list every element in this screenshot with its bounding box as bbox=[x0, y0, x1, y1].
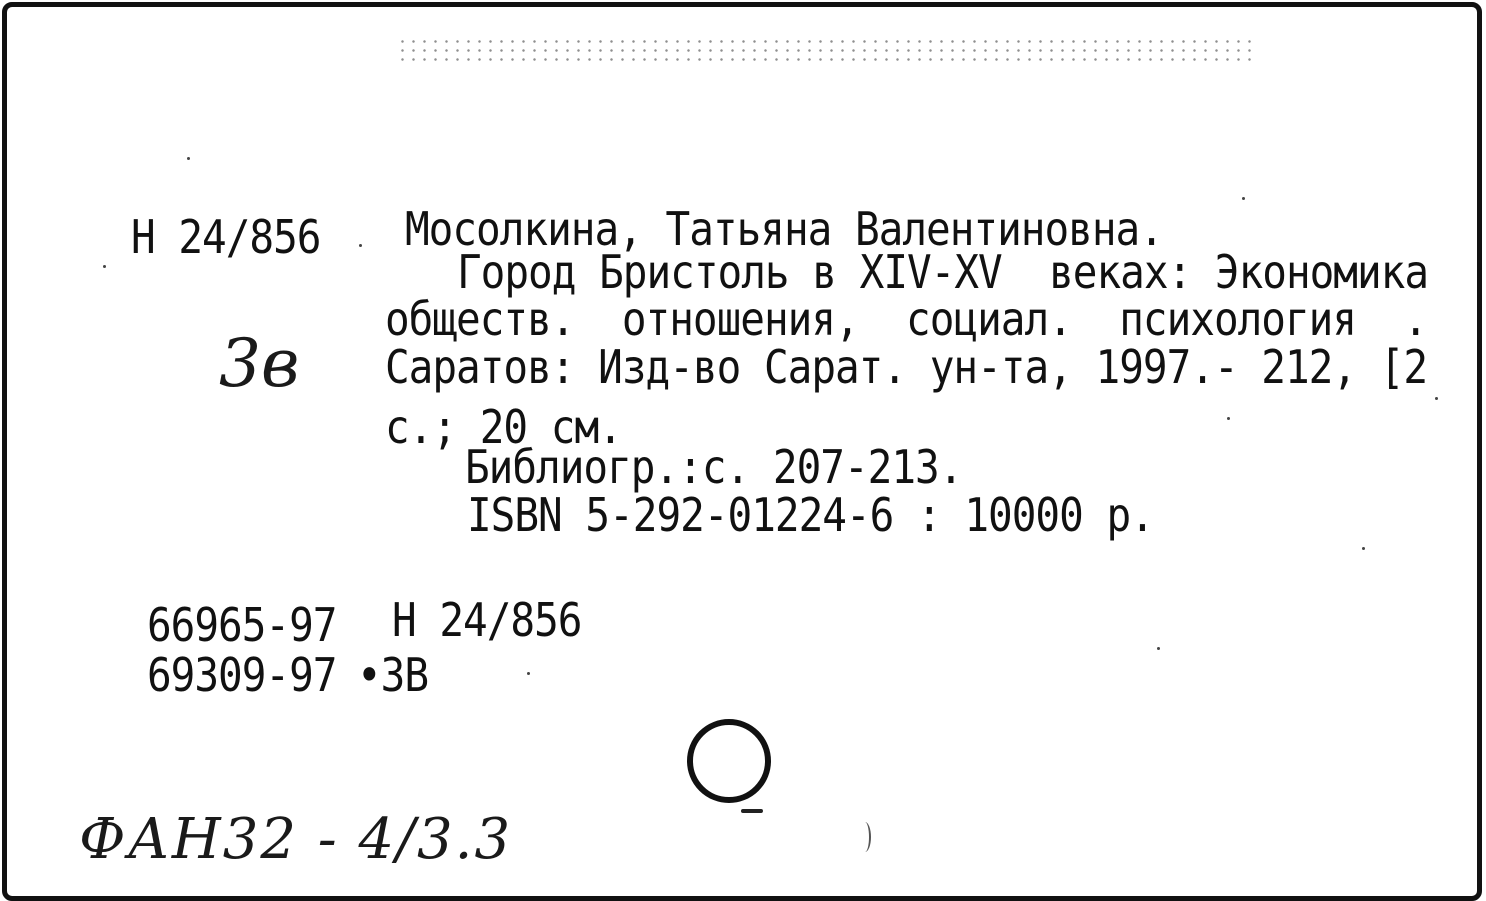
hole-mark bbox=[741, 809, 763, 813]
holding-inventory-2: 69309-97 bbox=[147, 648, 337, 703]
author-heading: Мосолкина, Татьяна Валентиновна. bbox=[405, 202, 1163, 257]
handwritten-mark: 3в bbox=[219, 325, 300, 402]
printing-specks bbox=[397, 37, 1257, 67]
speck bbox=[527, 672, 530, 675]
extent-line: с.; 20 см. bbox=[385, 400, 622, 455]
handwritten-code: ФАН32 - 4/3.3 bbox=[79, 807, 513, 872]
speck bbox=[187, 157, 190, 160]
holding-mark-2: •3В bbox=[357, 648, 429, 703]
bibliography-note: Библиогр.:с. 207-213. bbox=[465, 440, 963, 495]
speck bbox=[1227, 417, 1230, 420]
punch-hole bbox=[687, 719, 771, 803]
stray-mark bbox=[859, 822, 871, 852]
imprint-line: Саратов: Изд-во Сарат. ун-та, 1997.- 212, [2 bbox=[385, 340, 1428, 395]
title-line-1: Город Бристоль в XIV-XV веках: Экономика bbox=[457, 245, 1429, 300]
catalog-card bbox=[2, 2, 1482, 901]
speck bbox=[359, 244, 362, 247]
call-number: Н 24/856 bbox=[131, 210, 321, 265]
speck bbox=[1435, 397, 1438, 400]
isbn-price: ISBN 5-292-01224-6 : 10000 р. bbox=[467, 488, 1154, 543]
speck bbox=[1242, 197, 1245, 200]
holding-mark-1: Н 24/856 bbox=[392, 593, 582, 648]
title-line-2: обществ. отношения, социал. психология . bbox=[385, 292, 1428, 347]
speck bbox=[103, 265, 106, 268]
holding-inventory-1: 66965-97 bbox=[147, 598, 337, 653]
speck bbox=[1362, 547, 1365, 550]
speck bbox=[1157, 647, 1160, 650]
